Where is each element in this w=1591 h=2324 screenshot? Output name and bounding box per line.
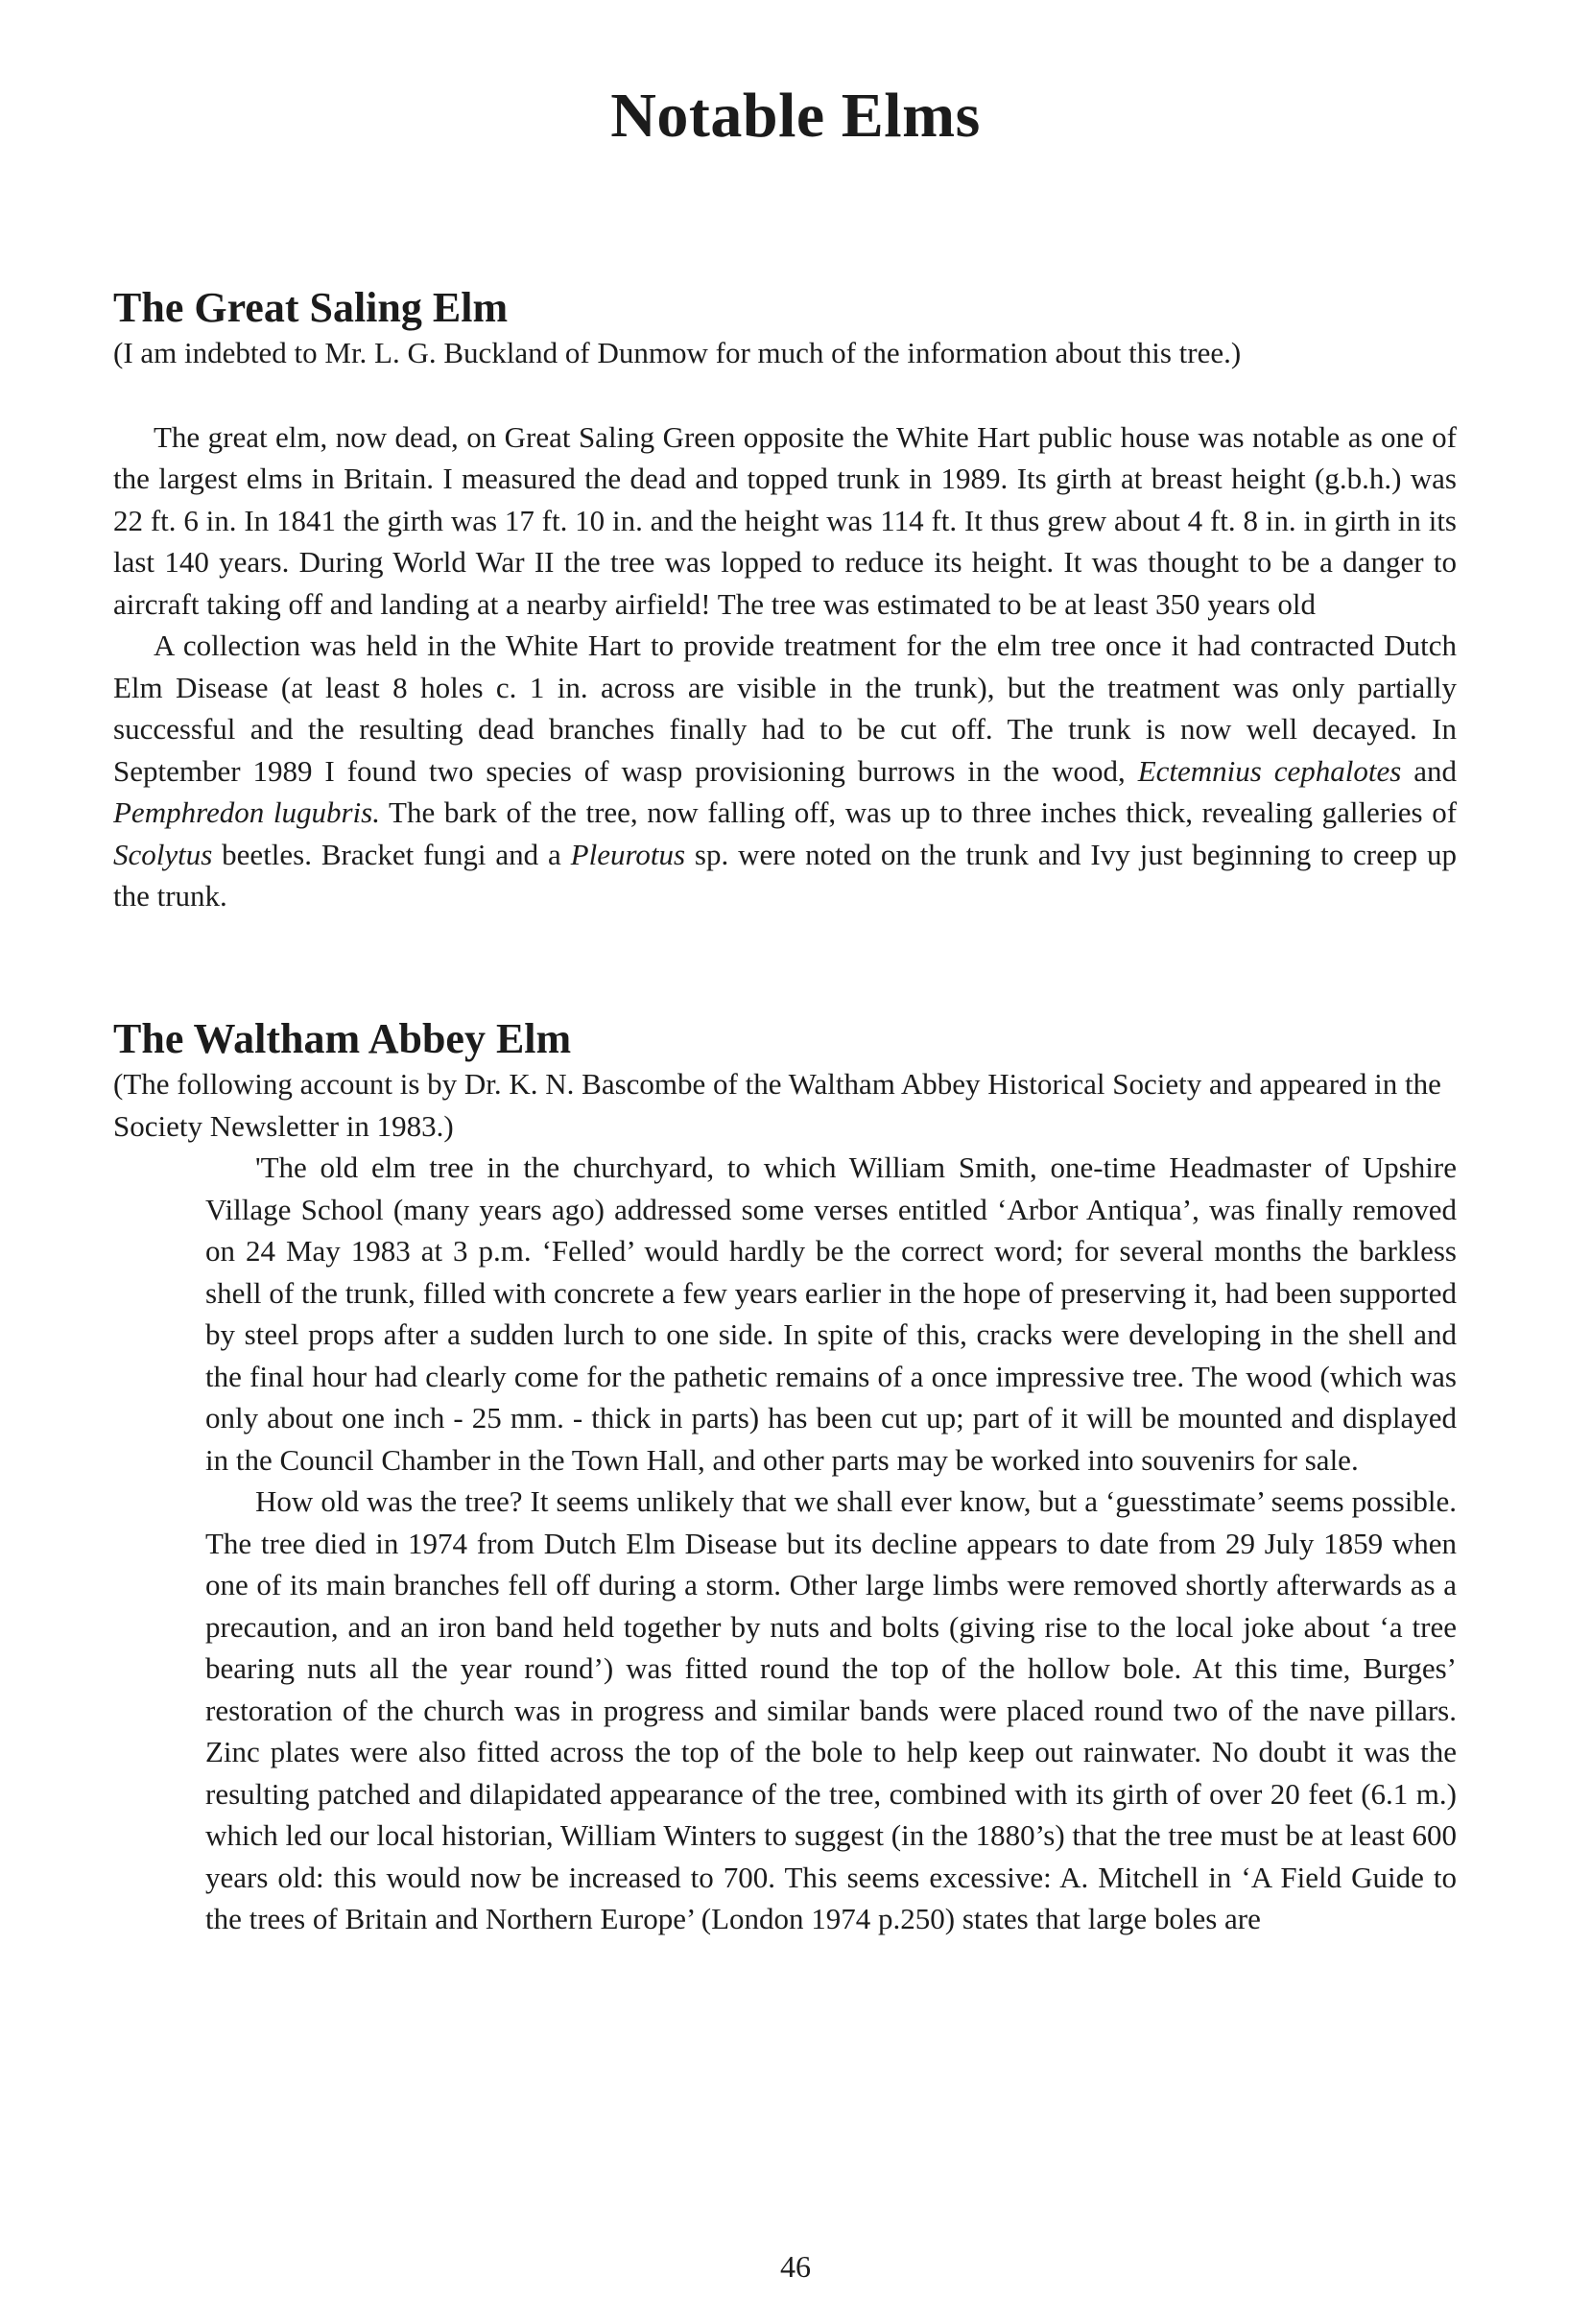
text-run: The bark of the tree, now falling off, was up to three inches thick, revealing galleries of xyxy=(379,795,1458,829)
body-paragraph: The great elm, now dead, on Great Saling Green opposite the White Hart public house was notable as one of the largest elms in Britain. I measured the dead and topped trunk in 1989. Its girth at breast height (g.b.h.) was 22 ft. 6 in. In 1841 the girth was 17 ft. 10 in. and the height was 114 ft. It thus grew about 4 ft. 8 in. in girth in its last 140 years. During World War II the tree was lopped to reduce its height. It was thought to be a danger to aircraft taking off and landing at a nearby airfield! The tree was estimated to be at least 350 years old xyxy=(113,419,1457,621)
quoted-paragraph: How old was the tree? It seems unlikely that we shall ever know, but a ‘guesstimate’ seems possible. The tree died in 1974 from Dutch Elm Disease but its decline appears to date from 29 July 1859 when one of its main branches fell off during a storm. Other large limbs were removed shortly afterwards as a precaution, and an iron band held together by nuts and bolts (giving rise to the local joke about ‘a tree bearing nuts all the year round’) was fitted round the top of the hollow bole. At this time, Burges’ restoration of the church was in progress and similar bands were placed round two of the nave pillars. Zinc plates were also fitted across the top of the bole to help keep out rainwater. No doubt it was the resulting patched and dilapidated appearance of the tree, combined with its girth of over 20 feet (6.1 m.) which led our local historian, William Winters to suggest (in the 1880’s) that the tree must be at least 600 years old: this would now be increased to 700. This seems excessive: A. Mitchell in ‘A Field Guide to the trees of Britain and Northern Europe’ (London 1974 p.250) states that large boles are xyxy=(205,1484,1457,1935)
page-number: 46 xyxy=(780,2249,811,2284)
text-run: and xyxy=(1401,753,1457,788)
section-heading: The Waltham Abbey Elm xyxy=(113,1015,572,1062)
section-heading: The Great Saling Elm xyxy=(113,284,509,331)
page-title: Notable Elms xyxy=(610,81,981,151)
species-name: Ectemnius cephalotes xyxy=(1137,753,1402,788)
species-name: Pleurotus xyxy=(570,837,686,871)
quoted-paragraph: 'The old elm tree in the churchyard, to which William Smith, one-time Headmaster of Upshire Village School (many years ago) addressed some verses entitled ‘Arbor Antiqua’, was finally removed on 24 May 1983 at 3 p.m. ‘Felled’ would hardly be the correct word; for several months the barkless shell of the trunk, filled with concrete a few years earlier in the hope of preserving it, had been supported by steel props after a sudden lurch to one side. In spite of this, cracks were developing in the shell and the final hour had clearly come for the pathetic remains of a once impressive tree. The wood (which was only about one inch - 25 mm. - thick in parts) has been cut up; part of it will be mounted and displayed in the Council Chamber in the Town Hall, and other parts may be worked into souvenirs for sale. xyxy=(205,1150,1457,1477)
section-note: (The following account is by Dr. K. N. Bascombe of the Waltham Abbey Historical Society and appeared in the Society Newsletter in 1983.) xyxy=(113,1067,1441,1143)
quoted-account xyxy=(205,1147,1457,1940)
paragraph-gap xyxy=(113,374,1457,416)
species-name: Pemphredon lugubris. xyxy=(113,795,380,829)
section-great-saling-elm xyxy=(113,284,1457,917)
section-note: (I am indebted to Mr. L. G. Buckland of Dunmow for much of the information about this tree.) xyxy=(113,336,1242,369)
text-run: A collection was held in the White Hart to provide treatment for the elm tree once it had contracted Dutch Elm Disease (at least 8 holes c. 1 in. across are visible in the trunk), but the treatment was only partially successful and the resulting dead branches finally had to be cut off. The trunk is now well decayed. In September 1989 I found two species of wasp provisioning burrows in the wood, xyxy=(113,628,1457,788)
text-run: sp. were noted on the trunk and Ivy just beginning to creep up the trunk. xyxy=(113,837,1458,913)
text-run: beetles. Bracket fungi and a xyxy=(212,837,571,871)
species-name: Scolytus xyxy=(113,837,213,871)
body-paragraph xyxy=(113,625,1457,917)
section-waltham-abbey-elm xyxy=(113,1015,1457,1940)
